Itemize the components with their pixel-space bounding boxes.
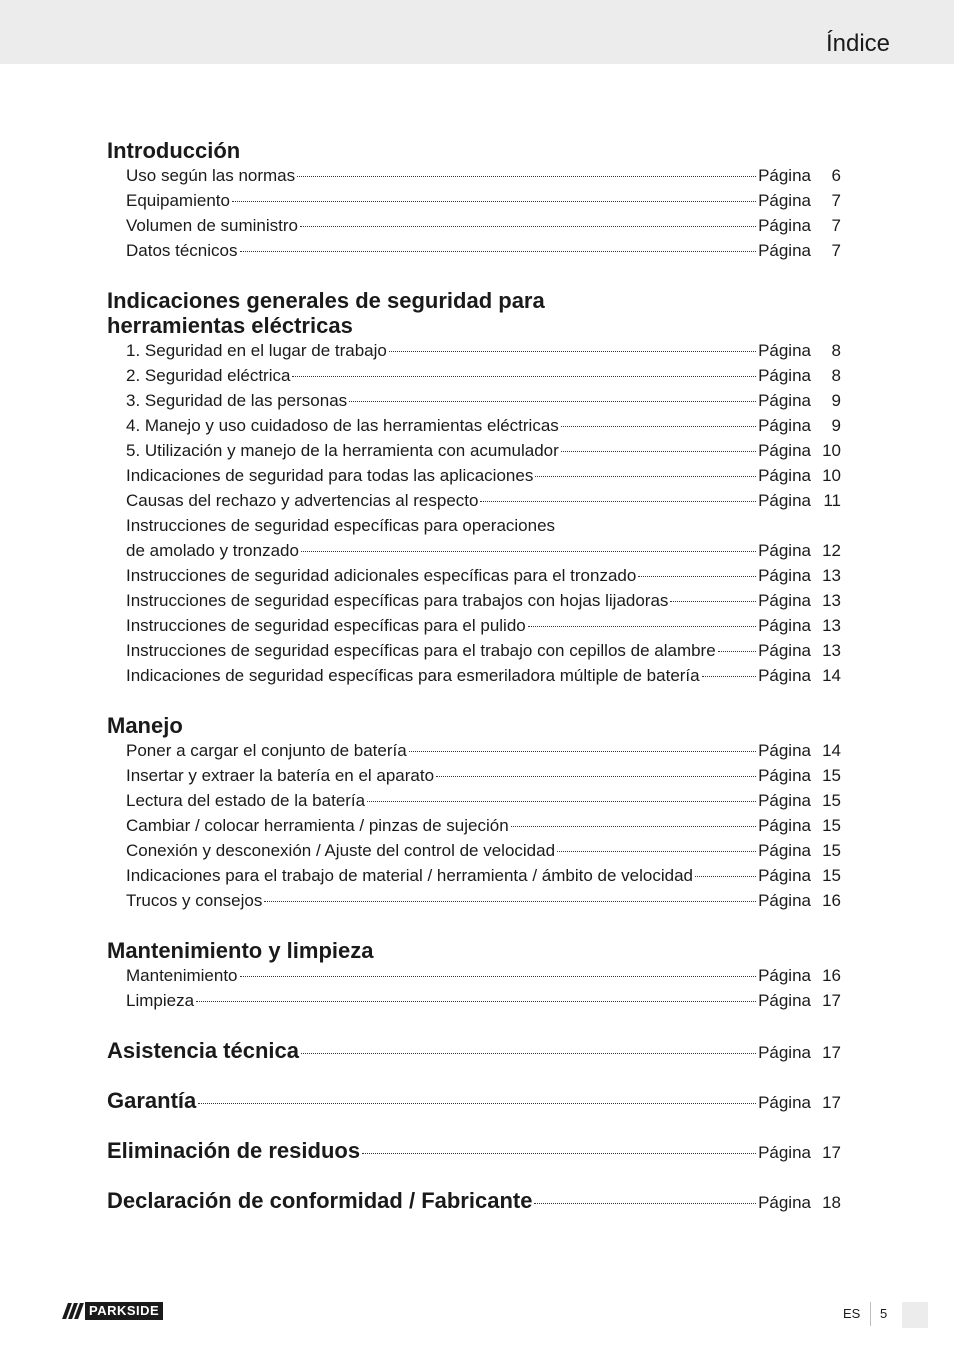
- page-number: 8: [831, 366, 841, 385]
- page-number: 15: [822, 841, 841, 860]
- dot-leader: [301, 551, 756, 552]
- entry-list: [107, 963, 841, 1013]
- page-word: Página: [758, 766, 811, 785]
- footer-tab-marker: [902, 1302, 928, 1328]
- dot-leader: [264, 901, 756, 902]
- toc-entry[interactable]: [107, 538, 841, 563]
- section-heading: Eliminación de residuos: [107, 1138, 361, 1163]
- table-of-contents: [107, 138, 841, 1213]
- toc-entry[interactable]: [107, 763, 841, 788]
- entry-label: Causas del rechazo y advertencias al respecto: [126, 491, 479, 510]
- entry-label: Cambiar / colocar herramienta / pinzas de sujeción: [126, 816, 509, 835]
- dot-leader: [301, 1053, 756, 1054]
- page-number: 14: [822, 666, 841, 685]
- page-word: Página: [758, 441, 811, 460]
- toc-entry[interactable]: [107, 363, 841, 388]
- entry-label: Poner a cargar el conjunto de batería: [126, 741, 407, 760]
- page-word: Página: [758, 641, 811, 660]
- dot-leader: [480, 501, 756, 502]
- section-introduccion: [107, 138, 841, 263]
- page-word: Página: [758, 1043, 811, 1062]
- page-word: Página: [758, 1193, 811, 1212]
- page-number: 17: [822, 1043, 841, 1062]
- section-manejo: [107, 713, 841, 913]
- language-code: ES: [843, 1306, 861, 1321]
- section-seguridad: [107, 288, 841, 688]
- toc-entry[interactable]: [107, 988, 841, 1013]
- logo-stripes-icon: [65, 1302, 83, 1320]
- page-word: Página: [758, 541, 811, 560]
- page-word: Página: [758, 666, 811, 685]
- page-number: 13: [822, 591, 841, 610]
- toc-entry[interactable]: [107, 613, 841, 638]
- dot-leader: [300, 226, 756, 227]
- page-number: 16: [822, 966, 841, 985]
- page-word: Página: [758, 241, 811, 260]
- entry-label: de amolado y tronzado: [126, 541, 299, 560]
- page-word: Página: [758, 216, 811, 235]
- entry-label: Indicaciones para el trabajo de material / herramienta / ámbito de velocidad: [126, 866, 693, 885]
- dot-leader: [292, 376, 756, 377]
- dot-leader: [561, 426, 756, 427]
- page-number: 15: [822, 791, 841, 810]
- toc-section-garantia[interactable]: [107, 1088, 841, 1113]
- page-word: Página: [758, 566, 811, 585]
- dot-leader: [534, 1203, 756, 1204]
- page-word: Página: [758, 391, 811, 410]
- page-number: 17: [822, 1143, 841, 1162]
- page-word: Página: [758, 366, 811, 385]
- page-word: Página: [758, 491, 811, 510]
- dot-leader: [718, 651, 756, 652]
- dot-leader: [362, 1153, 756, 1154]
- toc-entry[interactable]: [107, 813, 841, 838]
- page-number: 17: [822, 1093, 841, 1112]
- entry-label: Instrucciones de seguridad específicas para trabajos con hojas lijadoras: [126, 591, 669, 610]
- page-number: 9: [831, 391, 841, 410]
- footer-divider: [870, 1302, 871, 1326]
- toc-section-asistencia[interactable]: [107, 1038, 841, 1063]
- dot-leader: [297, 176, 756, 177]
- toc-entry[interactable]: [107, 488, 841, 513]
- toc-entry[interactable]: [107, 438, 841, 463]
- page-word: Página: [758, 841, 811, 860]
- page-number: 15: [822, 816, 841, 835]
- entry-list: [107, 163, 841, 263]
- section-heading: Asistencia técnica: [107, 1038, 299, 1063]
- toc-section-eliminacion[interactable]: [107, 1138, 841, 1163]
- toc-entry[interactable]: [107, 338, 841, 363]
- page-number: 15: [822, 766, 841, 785]
- dot-leader: [561, 451, 756, 452]
- toc-entry[interactable]: [107, 188, 841, 213]
- page-word: Página: [758, 466, 811, 485]
- page-word: Página: [758, 616, 811, 635]
- entry-label: Instrucciones de seguridad específicas para el trabajo con cepillos de alambre: [126, 641, 716, 660]
- section-heading: Mantenimiento y limpieza: [107, 938, 374, 963]
- section-heading: Introducción: [107, 138, 241, 163]
- page-word: Página: [758, 341, 811, 360]
- entry-label: Instrucciones de seguridad adicionales específicas para el tronzado: [126, 566, 637, 585]
- page-title: Índice: [825, 30, 890, 57]
- section-heading: Indicaciones generales de seguridad para: [107, 288, 545, 313]
- dot-leader: [670, 601, 756, 602]
- page-number: 12: [822, 541, 841, 560]
- entry-label: Conexión y desconexión / Ajuste del control de velocidad: [126, 841, 556, 860]
- page-number: 9: [831, 416, 841, 435]
- page-number: 7: [831, 191, 841, 210]
- toc-entry[interactable]: [107, 413, 841, 438]
- toc-entry[interactable]: [107, 838, 841, 863]
- entry-label: 2. Seguridad eléctrica: [126, 366, 291, 385]
- page-number: 11: [823, 491, 841, 510]
- page-number: 13: [822, 616, 841, 635]
- dot-leader: [240, 251, 757, 252]
- page-number: 18: [822, 1193, 841, 1212]
- toc-entry[interactable]: [107, 963, 841, 988]
- dot-leader: [702, 676, 756, 677]
- page-word: Página: [758, 191, 811, 210]
- header-bar: [0, 0, 954, 64]
- entry-wrap-line: Instrucciones de seguridad específicas para operaciones: [126, 516, 556, 535]
- entry-label: Datos técnicos: [126, 241, 238, 260]
- page-number: 7: [831, 216, 841, 235]
- dot-leader: [557, 851, 756, 852]
- toc-entry[interactable]: [107, 388, 841, 413]
- page-word: Página: [758, 866, 811, 885]
- dot-leader: [409, 751, 756, 752]
- page-word: Página: [758, 966, 811, 985]
- dot-leader: [389, 351, 756, 352]
- entry-label: Mantenimiento: [126, 966, 238, 985]
- section-heading: Garantía: [107, 1088, 197, 1113]
- entry-label: 1. Seguridad en el lugar de trabajo: [126, 341, 387, 360]
- page-word: Página: [758, 416, 811, 435]
- entry-label: Trucos y consejos: [126, 891, 263, 910]
- toc-entry[interactable]: [107, 238, 841, 263]
- entry-label: Instrucciones de seguridad específicas para el pulido: [126, 616, 526, 635]
- entry-list: [107, 338, 841, 688]
- page-number: 15: [822, 866, 841, 885]
- page-number: 17: [822, 991, 841, 1010]
- dot-leader: [198, 1103, 756, 1104]
- section-mantenimiento: [107, 938, 841, 1013]
- entry-label: 4. Manejo y uso cuidadoso de las herramientas eléctricas: [126, 416, 559, 435]
- section-heading-line2: herramientas eléctricas: [107, 313, 353, 338]
- page-number: 7: [831, 241, 841, 260]
- dot-leader: [367, 801, 756, 802]
- page-number-footer: 5: [880, 1306, 888, 1321]
- toc-entry[interactable]: [107, 738, 841, 763]
- entry-label: Uso según las normas: [126, 166, 296, 185]
- entry-label: Volumen de suministro: [126, 216, 298, 235]
- toc-entry[interactable]: [107, 563, 841, 588]
- page-word: Página: [758, 1143, 811, 1162]
- toc-entry[interactable]: [107, 663, 841, 688]
- dot-leader: [436, 776, 756, 777]
- toc-section-declaracion[interactable]: [107, 1188, 841, 1213]
- page-number: 13: [822, 641, 841, 660]
- page-number: 10: [822, 441, 841, 460]
- entry-label: Insertar y extraer la batería en el aparato: [126, 766, 435, 785]
- toc-entry[interactable]: [107, 788, 841, 813]
- page-word: Página: [758, 1093, 811, 1112]
- page-word: Página: [758, 991, 811, 1010]
- dot-leader: [511, 826, 756, 827]
- page-word: Página: [758, 891, 811, 910]
- toc-entry[interactable]: [107, 863, 841, 888]
- toc-entry[interactable]: [107, 588, 841, 613]
- toc-entry[interactable]: [107, 638, 841, 663]
- toc-entry[interactable]: [107, 888, 841, 913]
- entry-label: Indicaciones de seguridad para todas las aplicaciones: [126, 466, 534, 485]
- page-number: 10: [822, 466, 841, 485]
- dot-leader: [240, 976, 757, 977]
- section-heading: Declaración de conformidad / Fabricante: [107, 1188, 533, 1213]
- toc-entry[interactable]: [107, 463, 841, 488]
- dot-leader: [349, 401, 756, 402]
- page-word: Página: [758, 816, 811, 835]
- page-word: Página: [758, 791, 811, 810]
- dot-leader: [695, 876, 756, 877]
- entry-list: [107, 738, 841, 913]
- page-number: 8: [831, 341, 841, 360]
- entry-label: 3. Seguridad de las personas: [126, 391, 348, 410]
- section-heading: Manejo: [107, 713, 183, 738]
- dot-leader: [232, 201, 756, 202]
- toc-entry[interactable]: [107, 213, 841, 238]
- entry-label: Limpieza: [126, 991, 195, 1010]
- entry-label: Lectura del estado de la batería: [126, 791, 366, 810]
- page-number: 14: [822, 741, 841, 760]
- page-number: 6: [831, 166, 841, 185]
- dot-leader: [535, 476, 756, 477]
- page-word: Página: [758, 166, 811, 185]
- dot-leader: [528, 626, 756, 627]
- page-number: 16: [822, 891, 841, 910]
- page-word: Página: [758, 591, 811, 610]
- dot-leader: [196, 1001, 756, 1002]
- toc-entry[interactable]: [107, 163, 841, 188]
- entry-label: Indicaciones de seguridad específicas para esmeriladora múltiple de batería: [126, 666, 700, 685]
- entry-label: 5. Utilización y manejo de la herramienta con acumulador: [126, 441, 559, 460]
- entry-label: Equipamiento: [126, 191, 230, 210]
- page-number: 13: [822, 566, 841, 585]
- brand-name: PARKSIDE: [85, 1302, 163, 1320]
- dot-leader: [638, 576, 756, 577]
- page-word: Página: [758, 741, 811, 760]
- brand-logo: [65, 1302, 177, 1320]
